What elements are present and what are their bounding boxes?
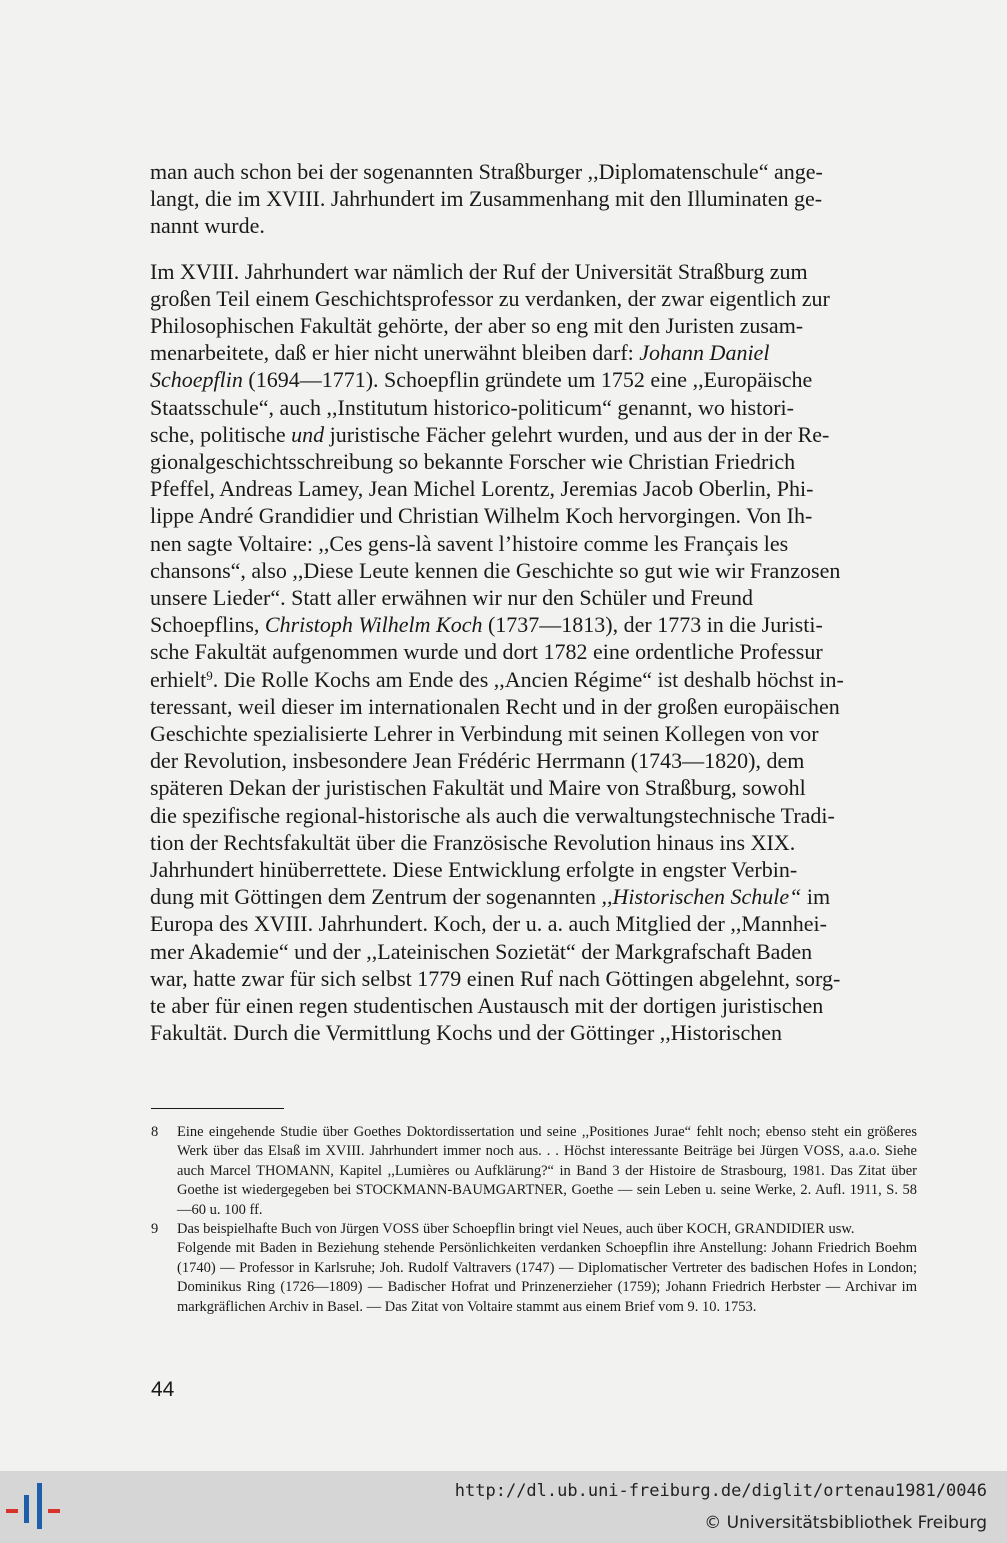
footnote bbox=[151, 1220, 917, 1317]
text-run: unsere Lieder“. Statt aller erwähnen wir nur den Schüler und Freund bbox=[150, 585, 753, 611]
body-paragraph bbox=[150, 258, 918, 1047]
text-run: (1737—1813), der 1773 in die Juristi- bbox=[482, 612, 823, 638]
text-run: Geschichte spezialisierte Lehrer in Verbindung mit seinen Kollegen von vor bbox=[150, 721, 819, 747]
main-text bbox=[150, 158, 918, 1047]
footnote-paragraph: Das beispielhafte Buch von Jürgen VOSS über Schoepflin bringt viel Neues, auch über KOCH, GRANDIDIER usw. bbox=[177, 1221, 855, 1238]
page-number: 44 bbox=[151, 1378, 175, 1401]
text-run: sche Fakultät aufgenommen wurde und dort 1782 eine ordentliche Professur bbox=[150, 639, 823, 665]
footnote-text bbox=[177, 1123, 917, 1220]
text-run: Staatsschule“, auch ,,Institutum historico-politicum“ genannt, wo histori- bbox=[150, 394, 794, 420]
text-run: im bbox=[801, 884, 831, 910]
footnote-number: 9 bbox=[151, 1221, 159, 1238]
footnote-paragraph: Eine eingehende Studie über Goethes Doktordissertation und seine ,,Positiones Jurae“ fehlt noch; ebenso steht ein größeres Werk über das Elsaß im XVIII. Jahrhundert immer noch aus. . . Höchst interessante Beiträge bei Jürgen VOSS, a.a.o. Siehe auch Marcel THOMANN, Kapitel ,,Lumières ou Aufklärung?“ in Band 3 der Histoire de Strasbourg, 1981. Das Zitat über Goethe ist wiedergegeben bei STOCKMANN-BAUMGARTNER, Goethe — sein Leben u. seine Werke, 2. Aufl. 1911, S. 58—60 u. 100 ff. bbox=[177, 1124, 917, 1218]
text-run: teressant, weil dieser im internationalen Recht und in der großen europäischen bbox=[150, 693, 840, 719]
text-run: juristische Fächer gelehrt wurden, und aus der in der Re- bbox=[324, 421, 830, 447]
text-run: menarbeitete, daß er hier nicht unerwähnt bleiben darf: bbox=[150, 340, 640, 366]
body-paragraph bbox=[150, 158, 918, 240]
footnote bbox=[151, 1123, 917, 1220]
footnote-text bbox=[177, 1220, 917, 1317]
footnote-reference: 9 bbox=[206, 667, 213, 683]
library-footer bbox=[0, 1471, 1007, 1543]
text-run: Philosophischen Fakultät gehörte, der aber so eng mit den Juristen zusam- bbox=[150, 313, 804, 339]
text-run: Europa des XVIII. Jahrhundert. Koch, der u. a. auch Mitglied der ,,Mannhei- bbox=[150, 911, 827, 937]
text-run: sche, politische bbox=[150, 421, 292, 447]
text-run: dung mit Göttingen dem Zentrum der sogenannten bbox=[150, 884, 602, 910]
text-run: mer Akademie“ und der ,,Lateinischen Sozietät“ der Markgrafschaft Baden bbox=[150, 938, 813, 964]
text-run: langt, die im XVIII. Jahrhundert im Zusammenhang mit den Illuminaten ge- bbox=[150, 186, 823, 212]
emphasized-text: ,,Historischen Schule“ bbox=[601, 884, 802, 910]
permalink-url[interactable]: http://dl.ub.uni-freiburg.de/diglit/ortenau1981/0046 bbox=[454, 1481, 987, 1501]
text-run: . Die Rolle Kochs am Ende des ,,Ancien Régime“ ist deshalb höchst in- bbox=[212, 666, 844, 692]
text-run: Schoepflins, bbox=[150, 612, 265, 638]
emphasized-text: Johann Daniel bbox=[639, 340, 770, 366]
text-run: (1694—1771). Schoepflin gründete um 1752 eine ,,Europäische bbox=[242, 367, 813, 393]
text-run: großen Teil einem Geschichtsprofessor zu verdanken, der zwar eigentlich zur bbox=[150, 285, 830, 311]
text-run: tion der Rechtsfakultät über die Französische Revolution hinaus ins XIX. bbox=[150, 829, 796, 855]
text-run: der Revolution, insbesondere Jean Frédéric Herrmann (1743—1820), dem bbox=[150, 748, 805, 774]
footnote-divider bbox=[151, 1108, 284, 1109]
text-run: war, hatte zwar für sich selbst 1779 einen Ruf nach Göttingen abgelehnt, sorg- bbox=[150, 965, 841, 991]
text-run: Pfeffel, Andreas Lamey, Jean Michel Lorentz, Jeremias Jacob Oberlin, Phi- bbox=[150, 476, 814, 502]
text-run: erhielt bbox=[150, 666, 207, 692]
footnote-paragraph: Folgende mit Baden in Beziehung stehende Persönlichkeiten verdanken Schoepflin ihre Anstellung: Johann Friedrich Boehm (1740) — Professor in Karlsruhe; Joh. Rudolf Valtravers (1747) — Diplomatischer Vertreter des badischen Hofes in London; Dominikus Ring (1726—1809) — Badischer Hofrat und Prinzenerzieher (1759); Johann Friedrich Herbster — Archivar im markgräflichen Archiv in Basel. — Das Zitat von Voltaire stammt aus einem Brief vom 9. 10. 1753. bbox=[177, 1240, 917, 1315]
copyright-notice: © Universitätsbibliothek Freiburg bbox=[704, 1513, 987, 1533]
ub-freiburg-logo-icon[interactable] bbox=[4, 1481, 64, 1533]
text-run: nannt wurde. bbox=[150, 213, 265, 239]
text-run: gionalgeschichtsschreibung so bekannte Forscher wie Christian Friedrich bbox=[150, 449, 796, 475]
text-run: Jahrhundert hinüberrettete. Diese Entwicklung erfolgte in engster Verbin- bbox=[150, 857, 798, 883]
footnotes bbox=[151, 1123, 917, 1317]
text-run: nen sagte Voltaire: ,,Ces gens-là savent l’histoire comme les Français les bbox=[150, 530, 789, 556]
text-run: te aber für einen regen studentischen Austausch mit der dortigen juristischen bbox=[150, 993, 824, 1019]
text-run: chansons“, also ,,Diese Leute kennen die Geschichte so gut wie wir Franzosen bbox=[150, 557, 841, 583]
emphasized-text: Christoph Wilhelm Koch bbox=[264, 612, 483, 638]
text-run: die spezifische regional-historische als auch die verwaltungstechnische Tradi- bbox=[150, 802, 835, 828]
emphasized-text: Schoepflin bbox=[150, 367, 243, 393]
footnote-number: 8 bbox=[151, 1124, 159, 1140]
text-run: man auch schon bei der sogenannten Straßburger ,,Diplomatenschule“ ange- bbox=[150, 159, 823, 184]
text-run: Im XVIII. Jahrhundert war nämlich der Ruf der Universität Straßburg zum bbox=[150, 258, 808, 284]
emphasized-text: und bbox=[291, 421, 325, 447]
text-run: Fakultät. Durch die Vermittlung Kochs und der Göttinger ,,Historischen bbox=[150, 1020, 782, 1046]
text-run: lippe André Grandidier und Christian Wilhelm Koch hervorgingen. Von Ih- bbox=[150, 503, 813, 529]
text-run: späteren Dekan der juristischen Fakultät und Maire von Straßburg, sowohl bbox=[150, 775, 806, 801]
